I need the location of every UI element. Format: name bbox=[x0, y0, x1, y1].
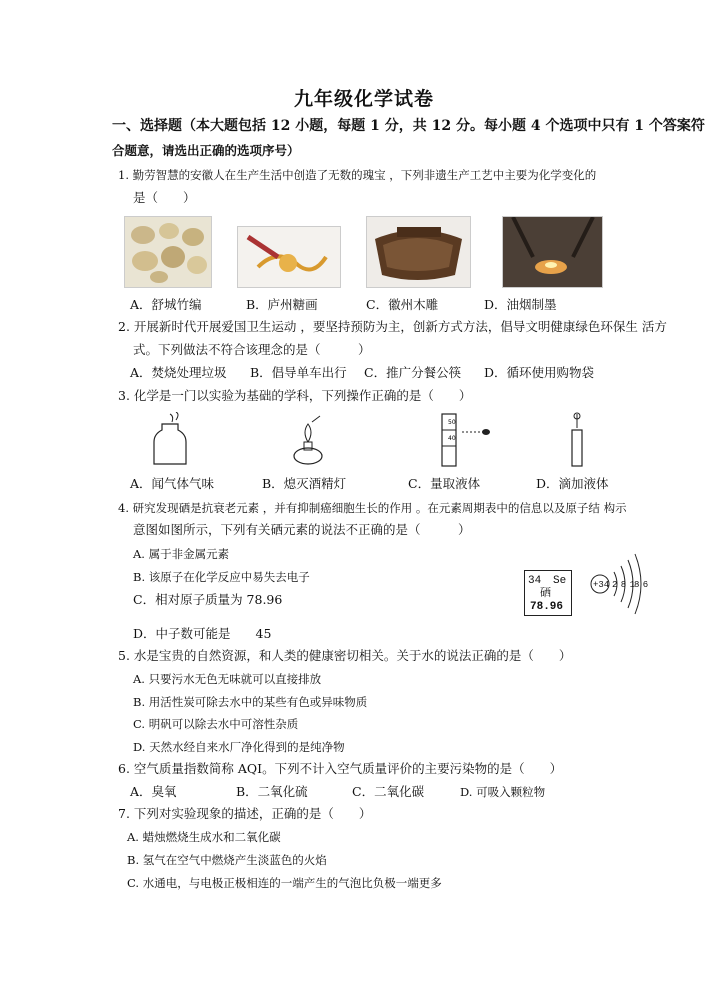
wood-carving-photo bbox=[366, 216, 471, 288]
q3-option-a[interactable]: A．闻气体气味 bbox=[130, 476, 215, 491]
q5-option-b[interactable]: B. 用活性炭可除去水中的某些有色或异味物质 bbox=[133, 695, 368, 709]
q6-option-d[interactable]: D. 可吸入颗粒物 bbox=[460, 785, 546, 799]
q2-option-c[interactable]: C．推广分餐公筷 bbox=[364, 365, 462, 380]
element-mass: 78.96 bbox=[530, 601, 564, 613]
q7-option-c[interactable]: C. 水通电，与电极正极相连的一端产生的气泡比负极一端更多 bbox=[127, 876, 442, 890]
section-heading: 一、选择题（本大题包括 12 小题，每题 1 分，共 12 分。每小题 4 个选项中只有 1 个答案符 bbox=[112, 118, 705, 134]
q4-stem-cont: 意图如图所示，下列有关硒元素的说法不正确的是（ ） bbox=[133, 522, 471, 537]
q3-option-d[interactable]: D．滴加液体 bbox=[536, 476, 609, 491]
q2-stem: 2. 开展新时代开展爱国卫生运动 ，要坚持预防为主，创新方式方法，倡导文明健康绿色环保生 活方 bbox=[118, 319, 667, 334]
q5-option-c[interactable]: C. 明矾可以除去水中可溶性杂质 bbox=[133, 717, 299, 731]
q6-option-b[interactable]: B．二氧化硫 bbox=[236, 784, 308, 799]
q2-option-b[interactable]: B．倡导单车出行 bbox=[250, 365, 347, 380]
q7-stem: 7. 下列对实验现象的描述，正确的是（ ） bbox=[118, 806, 372, 821]
dropper-diagram bbox=[566, 412, 588, 468]
q1-stem: 1. 勤劳智慧的安徽人在生产生活中创造了无数的瑰宝 ，下列非遗生产工艺中主要为化学变化的 bbox=[118, 168, 597, 182]
q6-stem: 6. 空气质量指数简称 AQI。下列不计入空气质量评价的主要污染物的是（ ） bbox=[118, 761, 563, 776]
graduated-cylinder-diagram bbox=[436, 410, 494, 468]
sugar-painting-photo bbox=[237, 226, 341, 288]
atom-shells: 2 8 18 6 bbox=[612, 580, 648, 590]
q5-option-a[interactable]: A. 只要污水无色无味就可以直接排放 bbox=[133, 672, 322, 686]
svg-text:40: 40 bbox=[448, 435, 456, 442]
q1-stem-cont: 是（ ） bbox=[133, 190, 196, 205]
q6-option-c[interactable]: C．二氧化碳 bbox=[352, 784, 425, 799]
q4-stem: 4. 研究发现硒是抗衰老元素 ，并有抑制癌细胞生长的作用 。在元素周期表中的信息以及原子结 构示 bbox=[118, 501, 627, 515]
q4-option-a[interactable]: A. 属于非金属元素 bbox=[133, 547, 230, 561]
page-title: 九年级化学试卷 bbox=[293, 88, 434, 110]
element-symbol: Se bbox=[553, 575, 567, 587]
svg-text:50: 50 bbox=[448, 419, 456, 426]
q3-option-b[interactable]: B．熄灭酒精灯 bbox=[262, 476, 347, 491]
section-heading-cont: 合题意，请选出正确的选项序号） bbox=[112, 143, 300, 158]
q5-stem: 5. 水是宝贵的自然资源，和人类的健康密切相关。关于水的说法正确的是（ ） bbox=[118, 648, 572, 663]
q7-option-b[interactable]: B. 氢气在空气中燃烧产生淡蓝色的火焰 bbox=[127, 853, 327, 867]
q1-option-a[interactable]: A．舒城竹编 bbox=[130, 297, 202, 312]
q1-option-d[interactable]: D．油烟制墨 bbox=[484, 297, 557, 312]
element-cell bbox=[524, 570, 572, 616]
smell-gas-diagram bbox=[150, 412, 190, 468]
alcohol-lamp-diagram bbox=[288, 414, 328, 466]
q2-option-a[interactable]: A．焚烧处理垃圾 bbox=[130, 365, 227, 380]
q6-option-a[interactable]: A．臭氧 bbox=[130, 784, 177, 799]
q2-option-d[interactable]: D．循环使用购物袋 bbox=[484, 365, 595, 380]
bamboo-weaving-photo bbox=[124, 216, 212, 288]
q5-option-d[interactable]: D. 天然水经自来水厂净化得到的是纯净物 bbox=[133, 740, 345, 754]
q1-option-b[interactable]: B．庐州糖画 bbox=[246, 297, 318, 312]
element-name: 硒 bbox=[540, 588, 551, 600]
atom-nucleus: +34 bbox=[593, 580, 610, 590]
q4-option-b[interactable]: B. 该原子在化学反应中易失去电子 bbox=[133, 570, 310, 584]
q4-option-d[interactable]: D．中子数可能是 45 bbox=[133, 626, 272, 641]
ink-making-photo bbox=[502, 216, 603, 288]
q7-option-a[interactable]: A. 蜡烛燃烧生成水和二氧化碳 bbox=[127, 830, 281, 844]
q1-option-c[interactable]: C．徽州木雕 bbox=[366, 297, 439, 312]
q2-stem-cont: 式。下列做法不符合该理念的是（ ） bbox=[133, 342, 371, 357]
element-number: 34 bbox=[528, 575, 542, 587]
q3-option-c[interactable]: C．量取液体 bbox=[408, 476, 481, 491]
q4-option-c[interactable]: C．相对原子质量为 78.96 bbox=[133, 592, 283, 607]
q3-stem: 3. 化学是一门以实验为基础的学科，下列操作正确的是（ ） bbox=[118, 388, 472, 403]
